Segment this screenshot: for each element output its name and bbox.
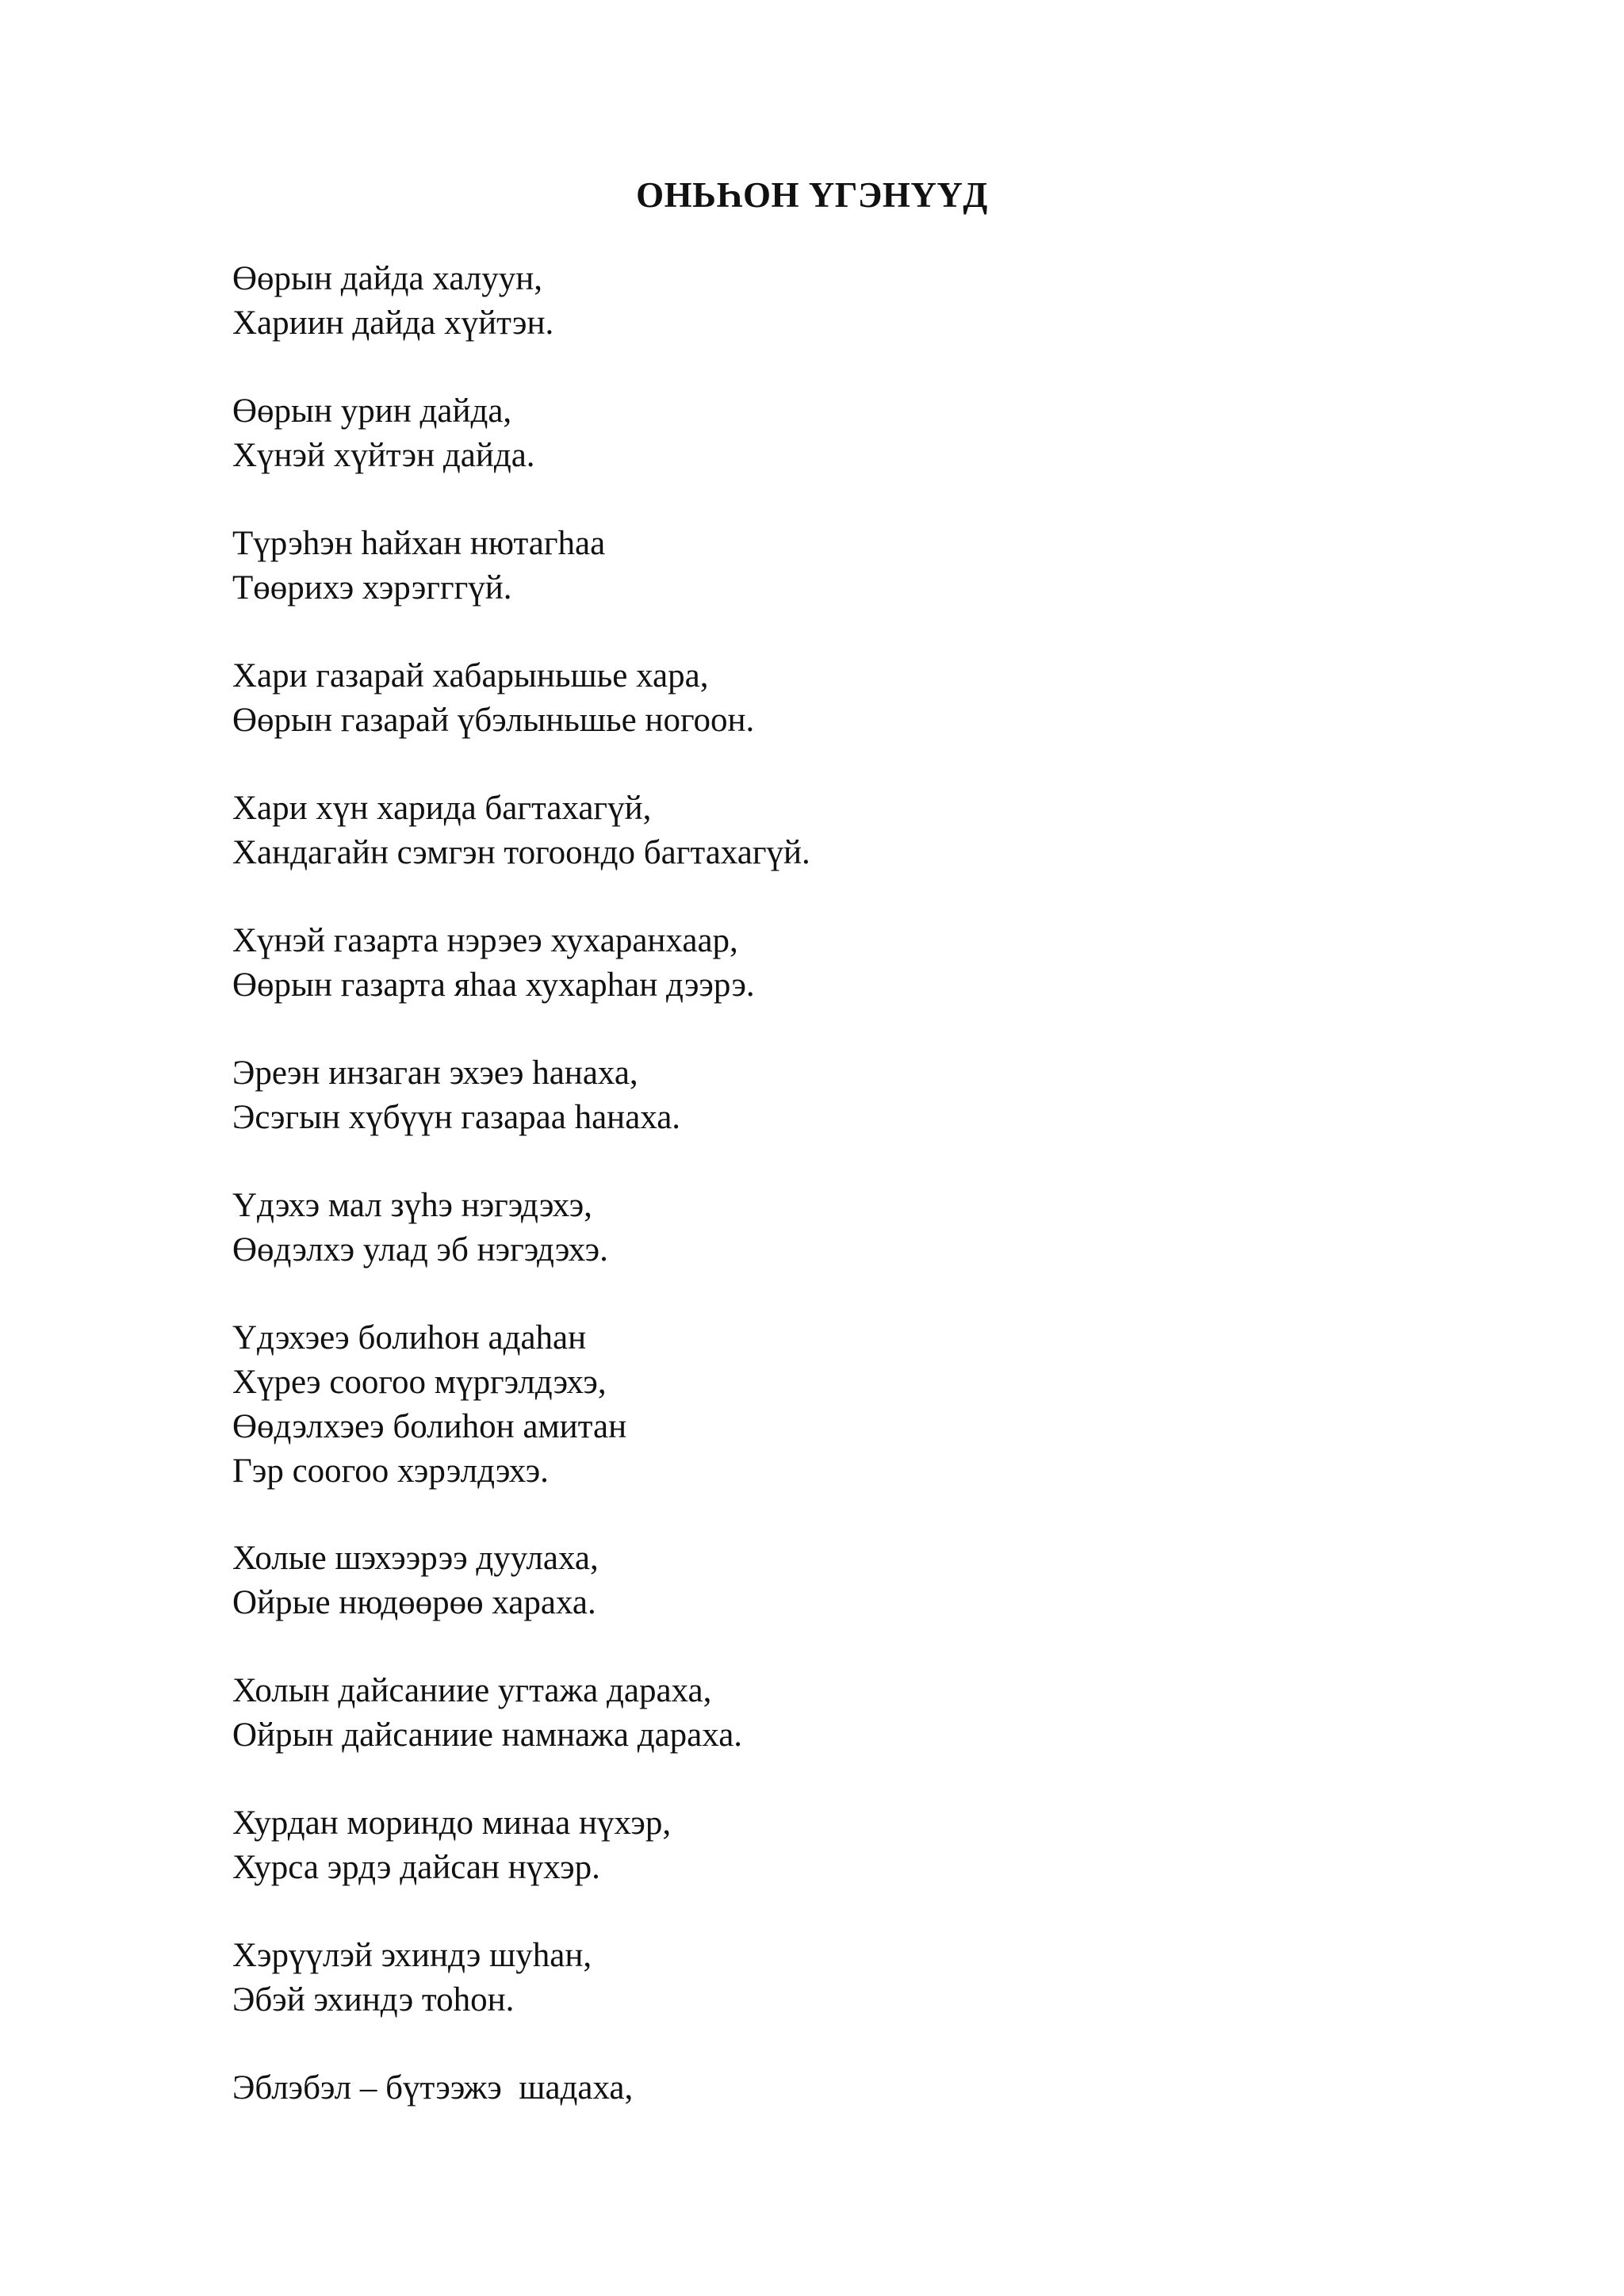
stanza xyxy=(232,1316,626,1494)
poem-line: Түрэһэн һайхан нютагһаа xyxy=(232,525,606,562)
stanza xyxy=(232,1536,599,1625)
poem-line: Эблэбэл – бүтээжэ шадаха, xyxy=(232,2069,634,2107)
poem-line: Ойрые нюдөөрөө хараха. xyxy=(232,1584,596,1621)
poem-line: Өөрын газарта яһаа хухарһан дээрэ. xyxy=(232,966,755,1004)
poem-line: Үдэхэ мал зүһэ нэгэдэхэ, xyxy=(232,1187,592,1224)
stanza xyxy=(232,786,810,875)
stanza xyxy=(232,2066,633,2110)
poem-line: Хари хүн харида багтахагүй, xyxy=(232,790,652,827)
poem-line: Өөдэлхэеэ болиһон амитан xyxy=(232,1408,627,1445)
poem-line: Хари газарай хабарыньшье хара, xyxy=(232,657,709,695)
poem-line: Үдэхэеэ болиһон адаһан xyxy=(232,1319,587,1357)
poem-line: Хүнэй хүйтэн дайда. xyxy=(232,437,535,474)
poem-line: Төөрихэ хэрэгггүй. xyxy=(232,569,512,607)
stanza xyxy=(232,654,754,743)
stanza xyxy=(232,1669,742,1758)
stanza xyxy=(232,522,605,610)
poem-line: Холые шэхээрээ дуулаха, xyxy=(232,1540,599,1577)
poem-line: Хандагайн сэмгэн тогоондо багтахагүй. xyxy=(232,834,810,871)
poem-line: Хүнэй газарта нэрэеэ хухаранхаар, xyxy=(232,922,738,959)
poem-line: Гэр соогоо хэрэлдэхэ. xyxy=(232,1452,549,1490)
poem-line: Эсэгын хүбүүн газараа һанаха. xyxy=(232,1099,681,1136)
page-title: ОНЬҺОН ҮГЭНҮҮД xyxy=(636,175,988,215)
poem-line: Өөдэлхэ улад эб нэгэдэхэ. xyxy=(232,1231,608,1269)
poem-line: Хурдан мориндо минаа нүхэр, xyxy=(232,1804,672,1842)
poem-line: Өөрын газарай үбэлыньшье ногоон. xyxy=(232,702,755,739)
poem-line: Хариин дайда хүйтэн. xyxy=(232,304,554,342)
stanza xyxy=(232,1184,608,1272)
poem-line: Ойрын дайсаниие намнажа дараха. xyxy=(232,1716,743,1754)
stanza xyxy=(232,919,755,1008)
poem-line: Эреэн инзаган эхэеэ һанаха, xyxy=(232,1054,638,1092)
stanza xyxy=(232,1934,592,2022)
poem-line: Хүреэ соогоо мүргэлдэхэ, xyxy=(232,1364,607,1401)
poem-line: Эбэй эхиндэ тоһон. xyxy=(232,1981,515,2019)
poem-line: Хэрүүлэй эхиндэ шуһан, xyxy=(232,1937,592,1974)
poem-line: Өөрын дайда халуун, xyxy=(232,260,543,297)
poem-line: Хурса эрдэ дайсан нүхэр. xyxy=(232,1849,600,1886)
poem-line: Өөрын урин дайда, xyxy=(232,392,512,430)
stanza xyxy=(232,1051,680,1140)
stanza xyxy=(232,257,553,346)
stanza xyxy=(232,1801,671,1890)
poem-line: Холын дайсаниие угтажа дараха, xyxy=(232,1672,712,1709)
stanza xyxy=(232,389,535,478)
